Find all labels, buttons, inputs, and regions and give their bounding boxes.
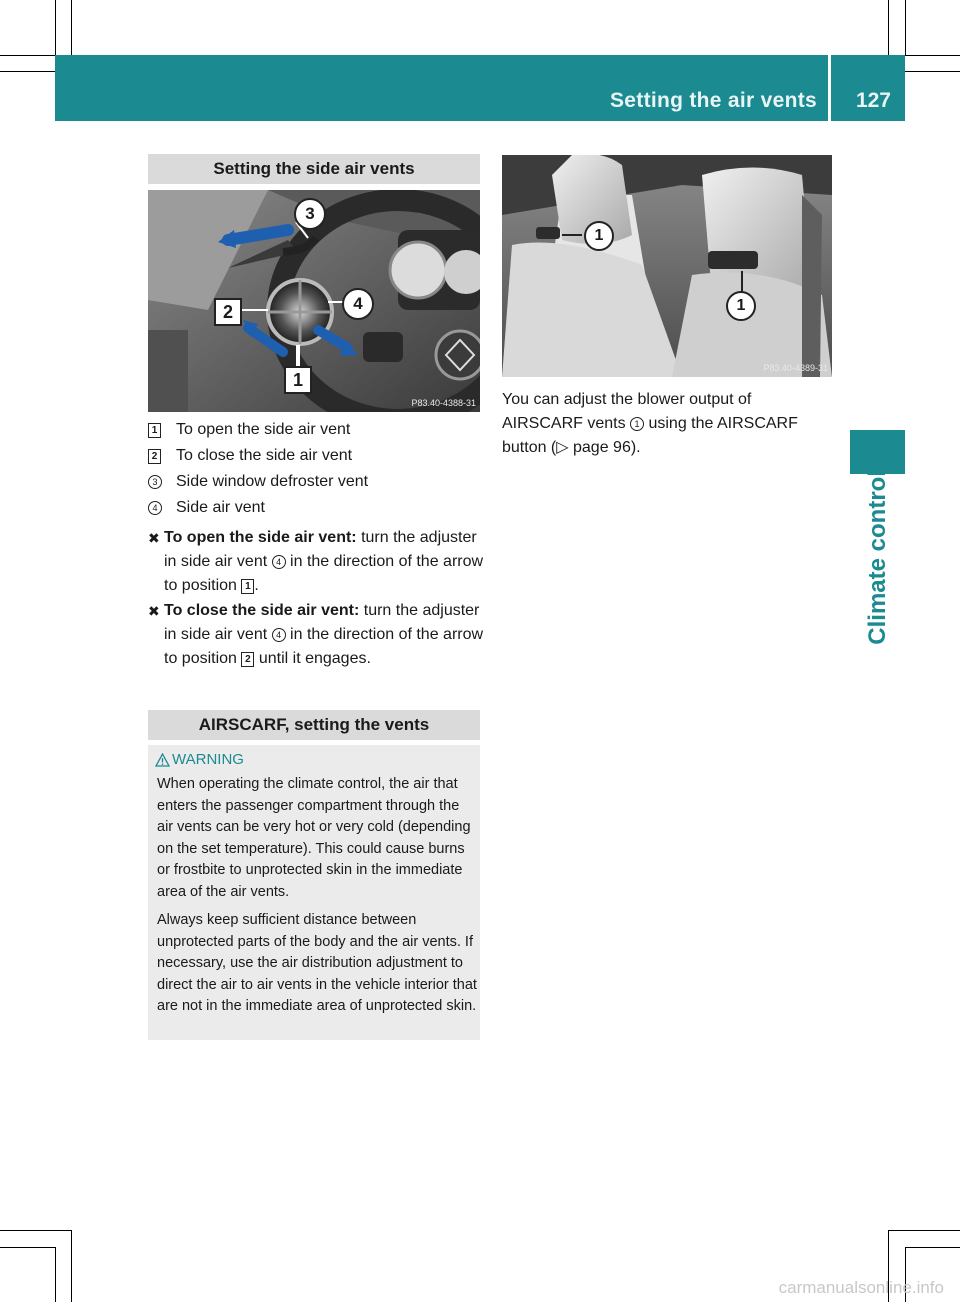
airscarf-description (502, 388, 832, 460)
warning-triangle-icon (155, 753, 170, 767)
step-ref: 2 (241, 652, 254, 667)
crop-mark (71, 1230, 72, 1302)
page-number: 127 (855, 89, 891, 112)
header-divider (828, 55, 831, 121)
step-ref: 4 (272, 628, 286, 642)
description-ref: 1 (630, 417, 644, 431)
chapter-tab-marker (850, 430, 905, 474)
crop-mark (55, 1247, 56, 1302)
warning-paragraph: When operating the climate control, the air that enters the passenger compartment through the air vents can be very hot or very cold (depending on the set temperature). This could cause burns or frostbite to unprotected skin in the immediate area of the air vents. (157, 776, 471, 900)
page-header-bar (55, 55, 905, 121)
step-text: turn the adjuster in side air vent (164, 602, 480, 643)
section-heading-text: Setting the side air vents (213, 159, 415, 178)
callout-1-right: 1 (726, 291, 756, 321)
crop-mark (905, 55, 960, 56)
crop-mark (0, 1230, 72, 1231)
page-header-title: Setting the air vents (609, 89, 817, 112)
step-text: turn the adjuster in side air vent (164, 529, 477, 570)
callout-2: 2 (214, 298, 242, 326)
step-ref: 4 (272, 555, 286, 569)
step-text: until it engages. (254, 650, 371, 667)
crop-mark (0, 1247, 55, 1248)
step-text: . (254, 577, 259, 594)
instruction-step-close (148, 599, 484, 671)
image-caption: P83.40-4388-31 (411, 398, 476, 408)
legend-text: Side air vent (176, 499, 265, 516)
dashboard-vent-photo (148, 190, 480, 412)
section-heading-text: AIRSCARF, setting the vents (198, 715, 430, 734)
step-arrow-icon: ✖ (148, 603, 160, 619)
section-heading-airscarf (148, 710, 480, 740)
callout-1: 1 (284, 366, 312, 394)
crop-mark (0, 55, 55, 56)
instruction-step-open (148, 526, 484, 598)
warning-box (148, 745, 480, 1040)
warning-paragraph: Always keep sufficient distance between unprotected parts of the body and the air vents. If necessary, use the air distribution adjustment to direct the air to air vents in the vehicle interior that are not in the immediate area of unprotected skin. (157, 912, 477, 1014)
legend-text: Side window defroster vent (176, 473, 369, 490)
warning-title: WARNING (172, 751, 244, 768)
legend-item (148, 473, 368, 491)
legend-number: 2 (148, 449, 161, 464)
airscarf-seat-photo (502, 155, 832, 377)
callout-1-left: 1 (584, 221, 614, 251)
callout-4: 4 (342, 288, 374, 320)
crop-mark (905, 0, 906, 55)
legend-text: To close the side air vent (176, 447, 353, 464)
step-title: To close the side air vent: (164, 602, 360, 619)
step-arrow-icon: ✖ (148, 530, 160, 546)
step-text: in the direction of the arrow to position (164, 553, 484, 594)
watermark: carmanualsonline.info (778, 1278, 944, 1297)
callout-3: 3 (294, 198, 326, 230)
crop-mark (905, 1247, 960, 1248)
step-ref: 1 (241, 579, 254, 594)
crop-mark (888, 1230, 960, 1231)
legend-item (148, 499, 265, 517)
section-heading-side-vents (148, 154, 480, 184)
legend-item (148, 447, 352, 465)
image-caption: P83.40-4389-31 (763, 363, 828, 373)
crop-mark (55, 0, 56, 55)
legend-number: 4 (148, 501, 162, 515)
description-text: using the AIRSCARF button (▷ page 96). (502, 415, 798, 456)
legend-number: 1 (148, 423, 161, 438)
step-text: in the direction of the arrow to position (164, 626, 484, 667)
legend-number: 3 (148, 475, 162, 489)
legend-item (148, 421, 350, 439)
step-title: To open the side air vent: (164, 529, 357, 546)
legend-text: To open the side air vent (176, 421, 351, 438)
description-text: You can adjust the blower output of AIRSCARF vents (502, 391, 752, 432)
chapter-tab-text: Climate control (864, 470, 891, 645)
